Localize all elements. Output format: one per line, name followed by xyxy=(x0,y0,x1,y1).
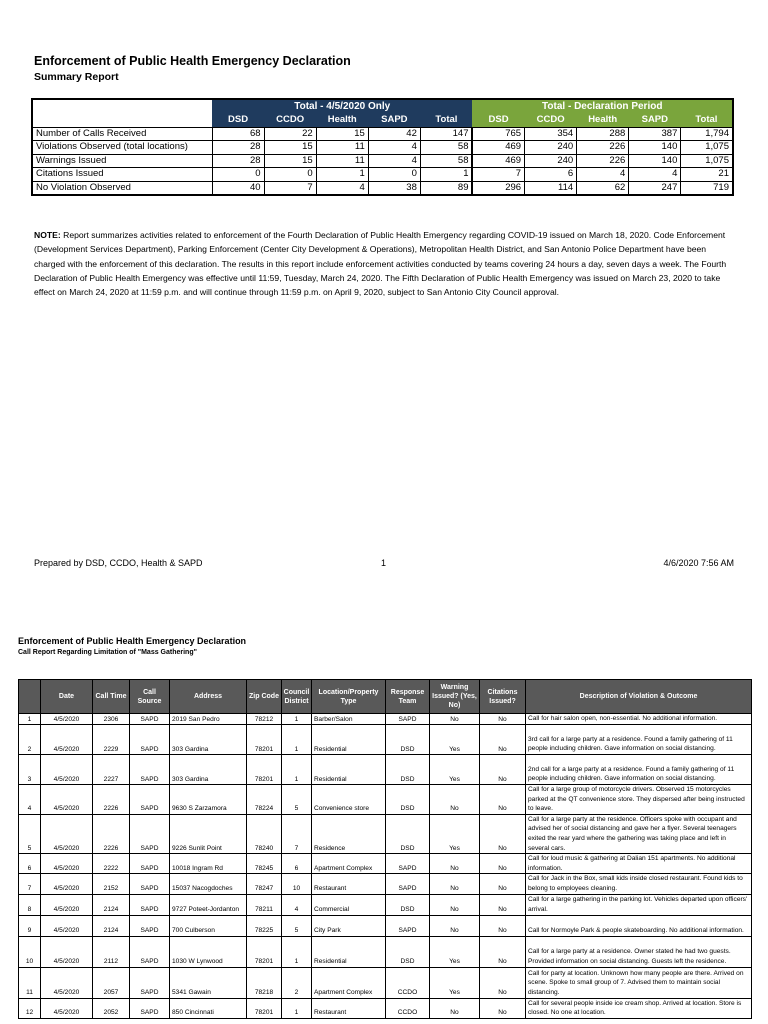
call-cell-desc: Call for a large group of motorcycle drivers. Observed 15 motorcycles parked at the QT convenience store. They dispersed after being instructed to leave. xyxy=(526,785,752,815)
summary-value-cell: 11 xyxy=(316,154,368,168)
call-cell-date: 4/5/2020 xyxy=(41,967,93,998)
summary-value-cell: 226 xyxy=(577,141,629,155)
call-cell-desc: Call for hair salon open, non-essential. No additional information. xyxy=(526,714,752,725)
call-cell-address: 303 Gardina xyxy=(170,755,247,785)
call-cell-num: 12 xyxy=(19,998,41,1018)
call-cell-address: 850 Cincinnati xyxy=(170,998,247,1018)
call-row xyxy=(19,936,752,967)
call-cell-num: 10 xyxy=(19,936,41,967)
call-cell-team: DSD xyxy=(386,785,430,815)
call-column-header: Address xyxy=(170,680,247,714)
call-column-header: Citations Issued? xyxy=(480,680,526,714)
call-cell-num: 9 xyxy=(19,915,41,936)
summary-value-cell: 247 xyxy=(629,181,681,195)
call-column-header: Location/Property Type xyxy=(312,680,386,714)
summary-value-cell: 7 xyxy=(264,181,316,195)
summary-value-cell: 58 xyxy=(420,154,472,168)
call-cell-address: 1030 W Lynwood xyxy=(170,936,247,967)
call-cell-date: 4/5/2020 xyxy=(41,936,93,967)
call-column-header: Council District xyxy=(282,680,312,714)
call-row xyxy=(19,714,752,725)
summary-row xyxy=(32,181,733,195)
call-cell-team: SAPD xyxy=(386,915,430,936)
call-cell-district: 2 xyxy=(282,967,312,998)
call-cell-address: 10018 Ingram Rd xyxy=(170,854,247,874)
call-cell-type: City Park xyxy=(312,915,386,936)
call-cell-time: 2057 xyxy=(93,967,130,998)
call-cell-warning: No xyxy=(430,785,480,815)
call-cell-source: SAPD xyxy=(130,998,170,1018)
call-cell-team: DSD xyxy=(386,814,430,853)
summary-row xyxy=(32,168,733,182)
call-cell-citation: No xyxy=(480,936,526,967)
call-cell-type: Residential xyxy=(312,755,386,785)
call-cell-date: 4/5/2020 xyxy=(41,998,93,1018)
call-cell-time: 2152 xyxy=(93,874,130,894)
call-cell-citation: No xyxy=(480,998,526,1018)
call-cell-team: SAPD xyxy=(386,854,430,874)
call-cell-date: 4/5/2020 xyxy=(41,894,93,915)
summary-row-label: Warnings Issued xyxy=(32,154,212,168)
call-cell-date: 4/5/2020 xyxy=(41,755,93,785)
call-cell-address: 9226 Sunlit Point xyxy=(170,814,247,853)
call-row xyxy=(19,785,752,815)
summary-value-cell: 147 xyxy=(420,127,472,141)
summary-column-header: SAPD xyxy=(368,114,420,127)
call-cell-district: 10 xyxy=(282,874,312,894)
call-cell-desc: Call for loud music & gathering at Dalian 151 apartments. No additional information. xyxy=(526,854,752,874)
call-cell-num: 2 xyxy=(19,725,41,755)
summary-column-header: DSD xyxy=(212,114,264,127)
call-cell-time: 2222 xyxy=(93,854,130,874)
call-cell-warning: Yes xyxy=(430,967,480,998)
call-row xyxy=(19,725,752,755)
call-cell-district: 5 xyxy=(282,915,312,936)
call-cell-district: 5 xyxy=(282,785,312,815)
call-cell-source: SAPD xyxy=(130,854,170,874)
call-cell-citation: No xyxy=(480,725,526,755)
call-cell-time: 2306 xyxy=(93,714,130,725)
call-cell-time: 2226 xyxy=(93,785,130,815)
summary-corner-cell xyxy=(32,99,212,114)
call-cell-time: 2124 xyxy=(93,894,130,915)
call-cell-num: 8 xyxy=(19,894,41,915)
call-cell-type: Commercial xyxy=(312,894,386,915)
summary-value-cell: 288 xyxy=(577,127,629,141)
call-column-header: Zip Code xyxy=(247,680,282,714)
summary-value-cell: 1,794 xyxy=(681,127,733,141)
summary-row xyxy=(32,141,733,155)
call-cell-team: SAPD xyxy=(386,874,430,894)
call-cell-time: 2227 xyxy=(93,755,130,785)
call-cell-zip: 78225 xyxy=(247,915,282,936)
summary-row-label: Violations Observed (total locations) xyxy=(32,141,212,155)
call-cell-desc: Call for several people inside ice cream shop. Arrived at location. Store is closed. No one at location. xyxy=(526,998,752,1018)
summary-column-header: Total xyxy=(681,114,733,127)
call-row xyxy=(19,854,752,874)
call-cell-warning: No xyxy=(430,915,480,936)
note-text: Report summarizes activities related to enforcement of the Fourth Declaration of Public Health Emergency regarding COVID-19 issued on March 18, 2020. Code Enforcement (Development Services Department), Parking Enforcement (Center City Development & Operations), Metropolitan Health District, and San Antonio Police Department have been charged with the enforcement of this declaration. The results in this report include enforcement activities conducted by teams covering 24 hours a day, seven days a week. The Fourth Declaration of Public Health Emergency was effective until 11:59, Tuesday, March 24, 2020. The Fifth Declaration of Public Health Emergency was issued on March 23, 2020 to take effect on March 24, 2020 at 11:59 p.m. and will continue through 11:59 p.m. on April 9, 2020, subject to San Antonio City Council approval. xyxy=(34,230,727,298)
summary-column-header: DSD xyxy=(472,114,524,127)
call-cell-warning: No xyxy=(430,998,480,1018)
summary-value-cell: 62 xyxy=(577,181,629,195)
call-cell-source: SAPD xyxy=(130,714,170,725)
summary-value-cell: 354 xyxy=(525,127,577,141)
call-cell-date: 4/5/2020 xyxy=(41,854,93,874)
summary-column-header: Health xyxy=(316,114,368,127)
call-cell-warning: Yes xyxy=(430,755,480,785)
call-cell-zip: 78240 xyxy=(247,814,282,853)
summary-value-cell: 719 xyxy=(681,181,733,195)
call-cell-time: 2112 xyxy=(93,936,130,967)
call-cell-source: SAPD xyxy=(130,785,170,815)
call-cell-source: SAPD xyxy=(130,936,170,967)
summary-value-cell: 15 xyxy=(316,127,368,141)
summary-value-cell: 1,075 xyxy=(681,154,733,168)
summary-row-label: Number of Calls Received xyxy=(32,127,212,141)
call-cell-team: SAPD xyxy=(386,714,430,725)
call-cell-desc: Call for Normoyle Park & people skateboarding. No additional information. xyxy=(526,915,752,936)
call-cell-desc: Call for party at location. Unknown how many people are there. Arrived on scene. Spoke to small group of 7. Advised them to maintain social distancing. xyxy=(526,967,752,998)
call-cell-time: 2124 xyxy=(93,915,130,936)
call-cell-source: SAPD xyxy=(130,755,170,785)
note-label: NOTE: xyxy=(34,230,61,240)
call-cell-type: Convenience store xyxy=(312,785,386,815)
summary-value-cell: 0 xyxy=(264,168,316,182)
call-cell-num: 6 xyxy=(19,854,41,874)
call-report-subtitle: Call Report Regarding Limitation of "Mass Gathering" xyxy=(18,649,197,656)
call-cell-warning: No xyxy=(430,714,480,725)
call-row xyxy=(19,814,752,853)
summary-value-cell: 6 xyxy=(525,168,577,182)
call-row xyxy=(19,967,752,998)
call-cell-address: 5341 Gawain xyxy=(170,967,247,998)
summary-row xyxy=(32,127,733,141)
summary-value-cell: 68 xyxy=(212,127,264,141)
call-column-header: Call Time xyxy=(93,680,130,714)
call-cell-time: 2052 xyxy=(93,998,130,1018)
call-column-header: Call Source xyxy=(130,680,170,714)
call-cell-citation: No xyxy=(480,854,526,874)
summary-value-cell: 15 xyxy=(264,141,316,155)
summary-value-cell: 4 xyxy=(368,154,420,168)
summary-column-header: CCDO xyxy=(525,114,577,127)
summary-value-cell: 296 xyxy=(472,181,524,195)
report-title: Enforcement of Public Health Emergency Declaration xyxy=(34,54,351,68)
summary-value-cell: 4 xyxy=(316,181,368,195)
call-cell-desc: 2nd call for a large party at a residence. Found a family gathering of 11 people including children. Gave information on social distancing. xyxy=(526,755,752,785)
call-cell-warning: Yes xyxy=(430,725,480,755)
call-cell-zip: 78201 xyxy=(247,936,282,967)
summary-table xyxy=(31,98,734,196)
summary-value-cell: 4 xyxy=(577,168,629,182)
summary-value-cell: 11 xyxy=(316,141,368,155)
call-cell-zip: 78245 xyxy=(247,854,282,874)
call-cell-team: CCDO xyxy=(386,998,430,1018)
call-row xyxy=(19,874,752,894)
call-cell-warning: No xyxy=(430,854,480,874)
call-cell-source: SAPD xyxy=(130,874,170,894)
call-cell-source: SAPD xyxy=(130,915,170,936)
call-cell-type: Barber/Salon xyxy=(312,714,386,725)
summary-column-header-row xyxy=(32,114,733,127)
call-cell-zip: 78201 xyxy=(247,998,282,1018)
call-column-header: Warning Issued? (Yes, No) xyxy=(430,680,480,714)
call-row xyxy=(19,915,752,936)
summary-value-cell: 89 xyxy=(420,181,472,195)
summary-value-cell: 114 xyxy=(525,181,577,195)
call-cell-warning: Yes xyxy=(430,814,480,853)
summary-column-header: CCDO xyxy=(264,114,316,127)
summary-value-cell: 240 xyxy=(525,154,577,168)
call-cell-address: 303 Gardina xyxy=(170,725,247,755)
call-cell-district: 1 xyxy=(282,714,312,725)
call-cell-date: 4/5/2020 xyxy=(41,725,93,755)
call-cell-date: 4/5/2020 xyxy=(41,814,93,853)
summary-value-cell: 0 xyxy=(368,168,420,182)
summary-value-cell: 15 xyxy=(264,154,316,168)
call-cell-desc: Call for Jack in the Box, small kids inside closed restaurant. Found kids to belong to employees cleaning. xyxy=(526,874,752,894)
call-cell-desc: Call for a large gathering in the parking lot. Vehicles departed upon officers' arrival. xyxy=(526,894,752,915)
call-cell-num: 7 xyxy=(19,874,41,894)
summary-row-label: Citations Issued xyxy=(32,168,212,182)
call-column-header xyxy=(19,680,41,714)
summary-value-cell: 1 xyxy=(420,168,472,182)
call-cell-desc: 3rd call for a large party at a residence. Found a family gathering of 11 people including children. Gave information on social distancing. xyxy=(526,725,752,755)
summary-column-header: Total xyxy=(420,114,472,127)
call-cell-type: Residence xyxy=(312,814,386,853)
call-row xyxy=(19,894,752,915)
summary-value-cell: 1,075 xyxy=(681,141,733,155)
call-cell-date: 4/5/2020 xyxy=(41,874,93,894)
call-cell-district: 4 xyxy=(282,894,312,915)
summary-column-header: Health xyxy=(577,114,629,127)
call-cell-district: 7 xyxy=(282,814,312,853)
call-cell-num: 1 xyxy=(19,714,41,725)
summary-value-cell: 28 xyxy=(212,141,264,155)
call-cell-citation: No xyxy=(480,894,526,915)
call-cell-time: 2226 xyxy=(93,814,130,853)
call-cell-date: 4/5/2020 xyxy=(41,785,93,815)
call-cell-citation: No xyxy=(480,915,526,936)
summary-value-cell: 765 xyxy=(472,127,524,141)
call-cell-num: 3 xyxy=(19,755,41,785)
call-cell-address: 700 Culberson xyxy=(170,915,247,936)
call-cell-num: 5 xyxy=(19,814,41,853)
call-cell-district: 1 xyxy=(282,936,312,967)
call-cell-address: 9727 Poteet-Jordanton xyxy=(170,894,247,915)
summary-label-header-cell xyxy=(32,114,212,127)
summary-value-cell: 42 xyxy=(368,127,420,141)
call-cell-time: 2229 xyxy=(93,725,130,755)
summary-row-label: No Violation Observed xyxy=(32,181,212,195)
call-column-header: Description of Violation & Outcome xyxy=(526,680,752,714)
call-cell-citation: No xyxy=(480,814,526,853)
call-cell-desc: Call for a large party at the residence. Officers spoke with occupant and advised her of social distancing and gave her a flyer. Several teenagers exited the rear yard where the gathering was taking place and left in several cars. xyxy=(526,814,752,853)
call-cell-source: SAPD xyxy=(130,967,170,998)
summary-value-cell: 21 xyxy=(681,168,733,182)
summary-value-cell: 0 xyxy=(212,168,264,182)
call-cell-team: DSD xyxy=(386,894,430,915)
summary-value-cell: 7 xyxy=(472,168,524,182)
call-cell-district: 1 xyxy=(282,725,312,755)
summary-value-cell: 28 xyxy=(212,154,264,168)
prepared-by: Prepared by DSD, CCDO, Health & SAPD xyxy=(34,558,203,568)
call-cell-zip: 78211 xyxy=(247,894,282,915)
call-cell-zip: 78201 xyxy=(247,755,282,785)
call-cell-citation: No xyxy=(480,755,526,785)
call-report-title: Enforcement of Public Health Emergency Declaration xyxy=(18,636,247,646)
summary-value-cell: 4 xyxy=(368,141,420,155)
call-cell-desc: Call for a large party at a residence. Owner stated he had two guests. Provided information on social distancing. Guests left the residence. xyxy=(526,936,752,967)
call-cell-zip: 78201 xyxy=(247,725,282,755)
call-cell-zip: 78247 xyxy=(247,874,282,894)
summary-value-cell: 140 xyxy=(629,141,681,155)
summary-group-header-row xyxy=(32,99,733,114)
group-header-period: Total - Declaration Period xyxy=(472,99,733,114)
call-cell-type: Restaurant xyxy=(312,998,386,1018)
call-cell-num: 4 xyxy=(19,785,41,815)
call-cell-zip: 78212 xyxy=(247,714,282,725)
call-cell-citation: No xyxy=(480,785,526,815)
call-cell-zip: 78218 xyxy=(247,967,282,998)
call-cell-address: 9630 S Zarzamora xyxy=(170,785,247,815)
call-report-table xyxy=(18,679,752,1019)
summary-value-cell: 226 xyxy=(577,154,629,168)
report-timestamp: 4/6/2020 7:56 AM xyxy=(663,558,734,568)
call-cell-citation: No xyxy=(480,874,526,894)
call-cell-district: 6 xyxy=(282,854,312,874)
call-cell-citation: No xyxy=(480,714,526,725)
call-cell-district: 1 xyxy=(282,755,312,785)
call-cell-district: 1 xyxy=(282,998,312,1018)
call-cell-source: SAPD xyxy=(130,814,170,853)
group-header-daily: Total - 4/5/2020 Only xyxy=(212,99,472,114)
call-cell-team: DSD xyxy=(386,936,430,967)
summary-row xyxy=(32,154,733,168)
summary-value-cell: 240 xyxy=(525,141,577,155)
call-cell-date: 4/5/2020 xyxy=(41,714,93,725)
call-cell-warning: Yes xyxy=(430,936,480,967)
summary-value-cell: 4 xyxy=(629,168,681,182)
call-cell-address: 2019 San Pedro xyxy=(170,714,247,725)
report-subtitle: Summary Report xyxy=(34,71,119,83)
summary-value-cell: 469 xyxy=(472,154,524,168)
call-row xyxy=(19,755,752,785)
summary-value-cell: 469 xyxy=(472,141,524,155)
summary-value-cell: 38 xyxy=(368,181,420,195)
call-cell-type: Apartment Complex xyxy=(312,967,386,998)
call-cell-team: DSD xyxy=(386,725,430,755)
call-cell-type: Residential xyxy=(312,725,386,755)
summary-value-cell: 22 xyxy=(264,127,316,141)
call-cell-type: Restaurant xyxy=(312,874,386,894)
call-column-header: Date xyxy=(41,680,93,714)
summary-value-cell: 1 xyxy=(316,168,368,182)
call-cell-warning: No xyxy=(430,874,480,894)
call-cell-type: Residential xyxy=(312,936,386,967)
call-cell-team: CCDO xyxy=(386,967,430,998)
summary-value-cell: 387 xyxy=(629,127,681,141)
call-cell-citation: No xyxy=(480,967,526,998)
call-cell-source: SAPD xyxy=(130,894,170,915)
summary-value-cell: 58 xyxy=(420,141,472,155)
note-paragraph xyxy=(34,228,734,299)
summary-value-cell: 140 xyxy=(629,154,681,168)
call-cell-team: DSD xyxy=(386,755,430,785)
summary-column-header: SAPD xyxy=(629,114,681,127)
call-cell-warning: No xyxy=(430,894,480,915)
call-cell-num: 11 xyxy=(19,967,41,998)
call-row xyxy=(19,998,752,1018)
call-column-header: Response Team xyxy=(386,680,430,714)
call-cell-source: SAPD xyxy=(130,725,170,755)
call-cell-address: 15037 Nacogdoches xyxy=(170,874,247,894)
call-cell-date: 4/5/2020 xyxy=(41,915,93,936)
call-cell-zip: 78224 xyxy=(247,785,282,815)
page-number: 1 xyxy=(381,558,387,568)
summary-value-cell: 40 xyxy=(212,181,264,195)
call-cell-type: Apartment Complex xyxy=(312,854,386,874)
